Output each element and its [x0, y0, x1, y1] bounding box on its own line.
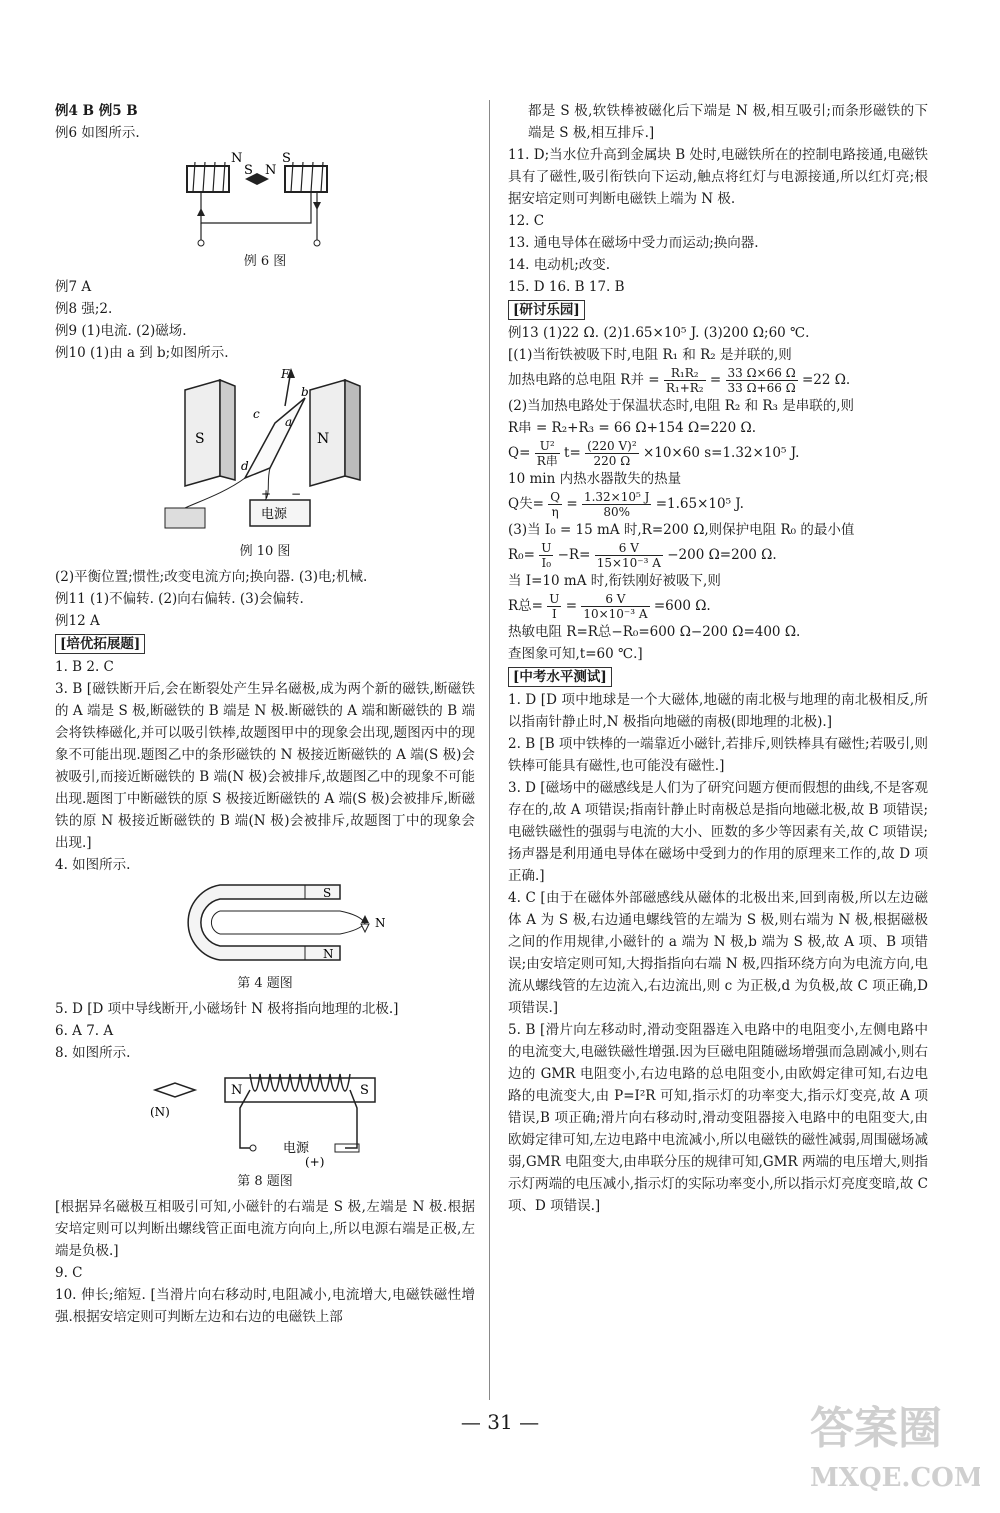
answer-line: 15. D 16. B 17. B: [508, 279, 625, 295]
answer-paragraph: 1. D [D 项中地球是一个大磁体,地磁的南北极与地理的南北极相反,所以指南针静止时,N 极指向地磁的南极(即地理的北极).]: [508, 692, 928, 730]
u-magnet-diagram: [55, 880, 475, 970]
answer-line: 例8 强;2.: [55, 301, 113, 317]
figure-caption: 第 8 题图: [237, 1174, 293, 1189]
column-divider: [489, 100, 490, 1400]
answer-line: R串 = R₂+R₃ = 66 Ω+154 Ω=220 Ω.: [508, 420, 756, 436]
answer-paragraph: 5. B [滑片向左移动时,滑动变阻器连入电路中的电阻变小,左侧电路中的电流变大,电磁铁磁性增强.因为巨磁电阻随磁场增强而急剧减小,则右边的 GMR 电阻变小,右边电路的总电阻变小,由欧姆定律可知,右边电路的电流变大,由 P=I²R 可知,指示灯的功率变大,指示灯变亮,故 A 项错误,B 项正确;滑片向右移动时,滑动变阻器接入电路中的电阻变大,由欧姆定律可知,左边电路中电流减小,所以电磁铁的磁性减弱,周围磁场减弱,GMR 电阻变大,由串联分压的规律可知,GMR 两端的电压增大,则指示灯两端的电压减小,指示灯的实际功率变小,所以指示灯亮度变暗,故 C 项、D 项错误.]: [508, 1022, 928, 1214]
answer-line: 例9 (1)电流. (2)磁场.: [55, 323, 187, 339]
figure-example-6: [55, 148, 475, 272]
label-n: N: [317, 431, 330, 447]
answer-paragraph: 3. D [磁场中的磁感线是人们为了研究问题方便而假想的曲线,不是客观存在的,故 A 项错误;指南针静止时南极总是指向地磁北极,故 B 项错误;电磁铁磁性的强弱与电流的大小、匝数的多少等因素有关,故 C 项错误;扬声器是利用通电导体在磁场中受到力的作用的原理来工作的,故 D 项正确.]: [508, 780, 928, 884]
figure-caption: 第 4 题图: [237, 976, 293, 991]
answer-line: 例6 如图所示.: [55, 125, 140, 141]
label-n2: N: [265, 163, 277, 178]
answer-line: (2)平衡位置;惯性;改变电流方向;换向器. (3)电;机械.: [55, 569, 368, 585]
watermark-top: 答案圈: [810, 1403, 942, 1454]
answer-paragraph: 都是 S 极,软铁棒被磁化后下端是 N 极,相互吸引;而条形磁铁的下端是 S 极,相互排斥.]: [528, 103, 928, 141]
answer-line: 例12 A: [55, 613, 100, 629]
answer-line: 10 min 内热水器散失的热量: [508, 471, 682, 487]
answer-line: 5. D [D 项中导线断开,小磁场针 N 极将指向地理的北极.]: [55, 1001, 399, 1017]
answer-paragraph: 2. B [B 项中铁棒的一端靠近小磁针,若排斥,则铁棒具有磁性;若吸引,则铁棒可能具有磁性,也可能没有磁性.]: [508, 736, 928, 774]
label-paren-n: (N): [150, 1105, 170, 1119]
answer-line: 8. 如图所示.: [55, 1045, 131, 1061]
answer-line: 13. 通电导体在磁场中受力而运动;换向器.: [508, 235, 759, 251]
label-f: F: [281, 368, 290, 381]
section-header: [中考水平测试]: [508, 667, 612, 687]
section-header: [研讨乐园]: [508, 300, 585, 320]
answer-line: 当 I=10 mA 时,衔铁刚好被吸下,则: [508, 573, 721, 589]
answer-paragraph: 4. C [由于在磁体外部磁感线从磁体的北极出来,回到南极,所以左边磁体 A 为 S 极,右边通电螺线管的左端为 S 极,则右端为 N 极,根据磁极之间的作用规律,小磁针的 a 端为 N 极,b 端为 S 极,故 A 项、B 项错误;由安培定则可知,大拇指指向右端 N 极,四指环绕方向为电流方向,电流从螺线管的左边流入,右边流出,则 c 为正极,d 为负极,故 C 项正确,D 项错误.]: [508, 890, 928, 1016]
label-c: c: [253, 407, 260, 421]
label-compass-n: N: [375, 916, 386, 930]
figure-question-4: [55, 880, 475, 994]
left-column: [55, 100, 475, 1328]
equation: Q= $\frac{\text{U²}}{\text{R串}}$ t= $\frac{\text{(220 V)²}}{220 \Omega}$ ×10×60 s=1.32×10⁵ J.: [508, 439, 800, 468]
answer-line: 例13 (1)22 Ω. (2)1.65×10⁵ J. (3)200 Ω;60 ℃.: [508, 325, 810, 341]
answer-line: [(1)当衔铁被吸下时,电阻 R₁ 和 R₂ 是并联的,则: [508, 347, 792, 363]
answer-line: 14. 电动机;改变.: [508, 257, 611, 273]
answer-line: 查图象可知,t=60 ℃.]: [508, 646, 643, 662]
label-s: S: [323, 886, 332, 900]
label-plus: (+): [305, 1155, 325, 1168]
answer-paragraph: 10. 伸长;缩短. [当滑片向右移动时,电阻减小,电流增大,电磁铁磁性增强.根据安培定则可判断左边和右边的电磁铁上部: [55, 1287, 475, 1325]
answer-line: 例4 B 例5 B: [55, 103, 138, 119]
watermark-bottom: MXQE.COM: [810, 1463, 980, 1493]
answer-line: (3)当 I₀ = 15 mA 时,R=200 Ω,则保护电阻 R₀ 的最小值: [508, 522, 855, 538]
answer-line: 热敏电阻 R=R总−R₀=600 Ω−200 Ω=400 Ω.: [508, 624, 801, 640]
figure-caption: 例 6 图: [243, 254, 287, 269]
label-s1: S: [244, 163, 253, 178]
label-s: S: [360, 1083, 369, 1098]
answer-line: 例7 A: [55, 279, 92, 295]
label-power: 电源: [283, 1141, 310, 1156]
label-plus: +: [261, 487, 272, 501]
figure-caption: 例 10 图: [239, 544, 291, 559]
answer-paragraph: 3. B [磁铁断开后,会在断裂处产生异名磁极,成为两个新的磁铁,断磁铁的 A 端是 S 极,断磁铁的 B 端是 N 极.断磁铁的 A 端和断磁铁的 B 端会将铁棒磁化,并可以吸引铁棒,故题图甲中的现象会出现,题图丙中的现象不可能出现.题图乙中的条形磁铁的 N 极接近断磁铁的 A 端(S 极)会被吸引,而接近断磁铁的 B 端(N 极)会被排斥,故题图乙中的现象不可能出现.题图丁中断磁铁的原 S 极接近断磁铁的 A 端(S 极)会被排斥,断磁铁的原 N 极接近断磁铁的 B 端(N 极)会被排斥,故题图丁中的现象会出现.]: [55, 681, 475, 851]
motor-diagram: [55, 368, 475, 538]
label-a: a: [285, 415, 293, 429]
label-b: b: [301, 385, 309, 399]
answer-line: 6. A 7. A: [55, 1023, 114, 1039]
equation: 加热电路的总电阻 R并 = $\frac{\text{R₁R₂}}{\text{R₁+R₂}}$ = $\frac{33 \Omega\times 66 \Omega}{33 \Omega+66 \Omega}$ =22 Ω.: [508, 366, 851, 395]
equation: R总= $\frac{U}{I}$ = $\frac{6 V}{\text{10×10⁻³ A}}$ =600 Ω.: [508, 592, 711, 621]
answer-line: 例10 (1)由 a 到 b;如图所示.: [55, 345, 229, 361]
answer-line: (2)当加热电路处于保温状态时,电阻 R₂ 和 R₃ 是串联的,则: [508, 398, 855, 414]
equation: Q失= $\frac{Q}{\eta}$ = $\frac{\text{1.32×10⁵ J}}{80\%}$ =1.65×10⁵ J.: [508, 490, 744, 519]
figure-question-8: [55, 1068, 475, 1192]
label-s2: S: [282, 151, 291, 166]
figure-example-10: [55, 368, 475, 562]
answer-line: 4. 如图所示.: [55, 857, 131, 873]
solenoid-diagram: [55, 1068, 475, 1168]
answer-paragraph: [根据异名磁极互相吸引可知,小磁针的右端是 S 极,左端是 N 极.根据安培定则可以判断出螺线管正面电流方向向上,所以电源右端是正极,左端是负极.]: [55, 1199, 475, 1259]
page-number: — 31 —: [460, 1410, 540, 1434]
right-column: [508, 100, 928, 1217]
label-n1: N: [231, 151, 243, 166]
label-minus: −: [291, 487, 302, 501]
label-n: N: [323, 947, 334, 961]
electromagnet-diagram: [55, 148, 475, 248]
label-d: d: [241, 459, 249, 473]
label-n: N: [231, 1083, 243, 1098]
label-s: S: [195, 431, 205, 447]
label-power: 电源: [261, 507, 288, 522]
answer-line: 12. C: [508, 213, 545, 229]
watermark-logo: [800, 1388, 980, 1498]
answer-paragraph: 11. D;当水位升高到金属块 B 处时,电磁铁所在的控制电路接通,电磁铁具有了磁性,吸引衔铁向下运动,触点将红灯与电源接通,所以红灯亮;根据安培定则可判断电磁铁上端为 N 极.: [508, 147, 928, 207]
answer-line: 9. C: [55, 1265, 83, 1281]
equation: R₀= $\frac{U}{\text{I₀}}$ −R= $\frac{6 V}{\text{15×10⁻³ A}}$ −200 Ω=200 Ω.: [508, 541, 777, 570]
answer-line: 1. B 2. C: [55, 659, 114, 675]
section-header: [培优拓展题]: [55, 634, 145, 654]
answer-line: 例11 (1)不偏转. (2)向右偏转. (3)会偏转.: [55, 591, 304, 607]
